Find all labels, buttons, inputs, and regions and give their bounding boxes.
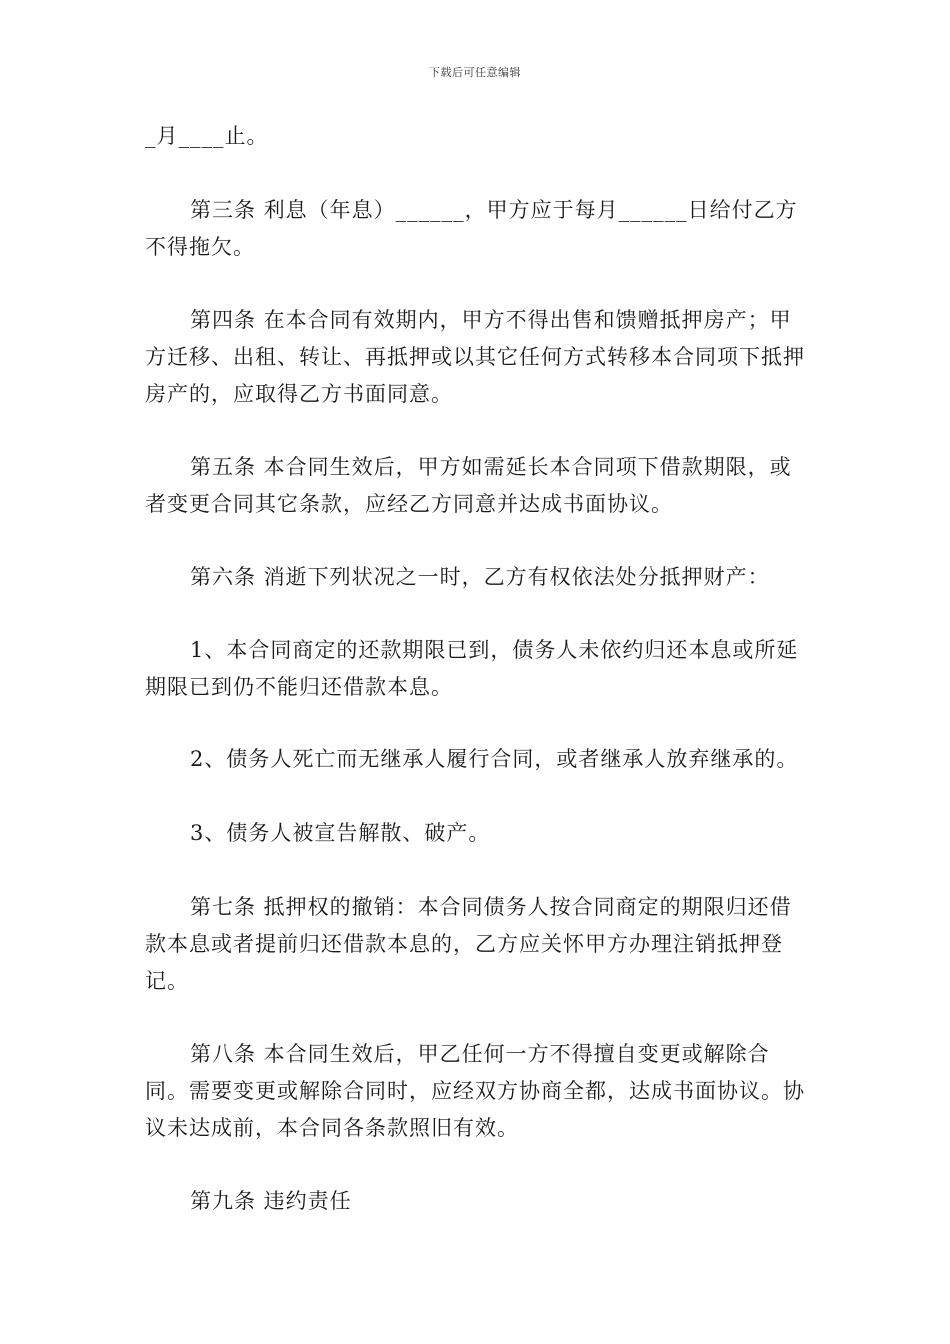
article-9-liability: 第九条 违约责任 [190,1189,352,1213]
article-7-cancellation: 第七条 抵押权的撤销：本合同债务人按合同商定的期限归还借款本息或者提前归还借款本息的，乙方应关怀甲方办理注销抵押登记。 [145,895,792,993]
article-4-restrictions: 第四条 在本合同有效期内，甲方不得出售和馈赠抵押房产；甲方迁移、出租、转让、再抵押或以其它任何方式转移本合同项下抵押房产的，应取得乙方书面同意。 [145,308,805,406]
article-5-extension: 第五条 本合同生效后，甲方如需延长本合同项下借款期限，或者变更合同其它条款，应经乙方同意并达成书面协议。 [145,455,792,516]
clause-3-bankruptcy: 3、债务人被宣告解散、破产。 [190,821,491,845]
article-8-modification: 第八条 本合同生效后，甲乙任何一方不得擅自变更或解除合同。需要变更或解除合同时，应经双方协商全都，达成书面协议。协议未达成前，本合同各条款照旧有效。 [145,1042,805,1140]
article-3-interest: 第三条 利息（年息）______，甲方应于每月______日给付乙方不得拖欠。 [145,198,798,259]
article-6-disposal: 第六条 消逝下列状况之一时，乙方有权依法处分抵押财产： [190,565,770,589]
clause-2-death: 2、债务人死亡而无继承人履行合同，或者继承人放弃继承的。 [190,747,799,771]
page-header: 下载后可任意编辑 [429,66,521,79]
clause-1-overdue: 1、本合同商定的还款期限已到，债务人未依约归还本息或所延期限已到仍不能归还借款本息。 [145,638,799,699]
paragraph-continuation: _月____止。 [145,124,269,148]
